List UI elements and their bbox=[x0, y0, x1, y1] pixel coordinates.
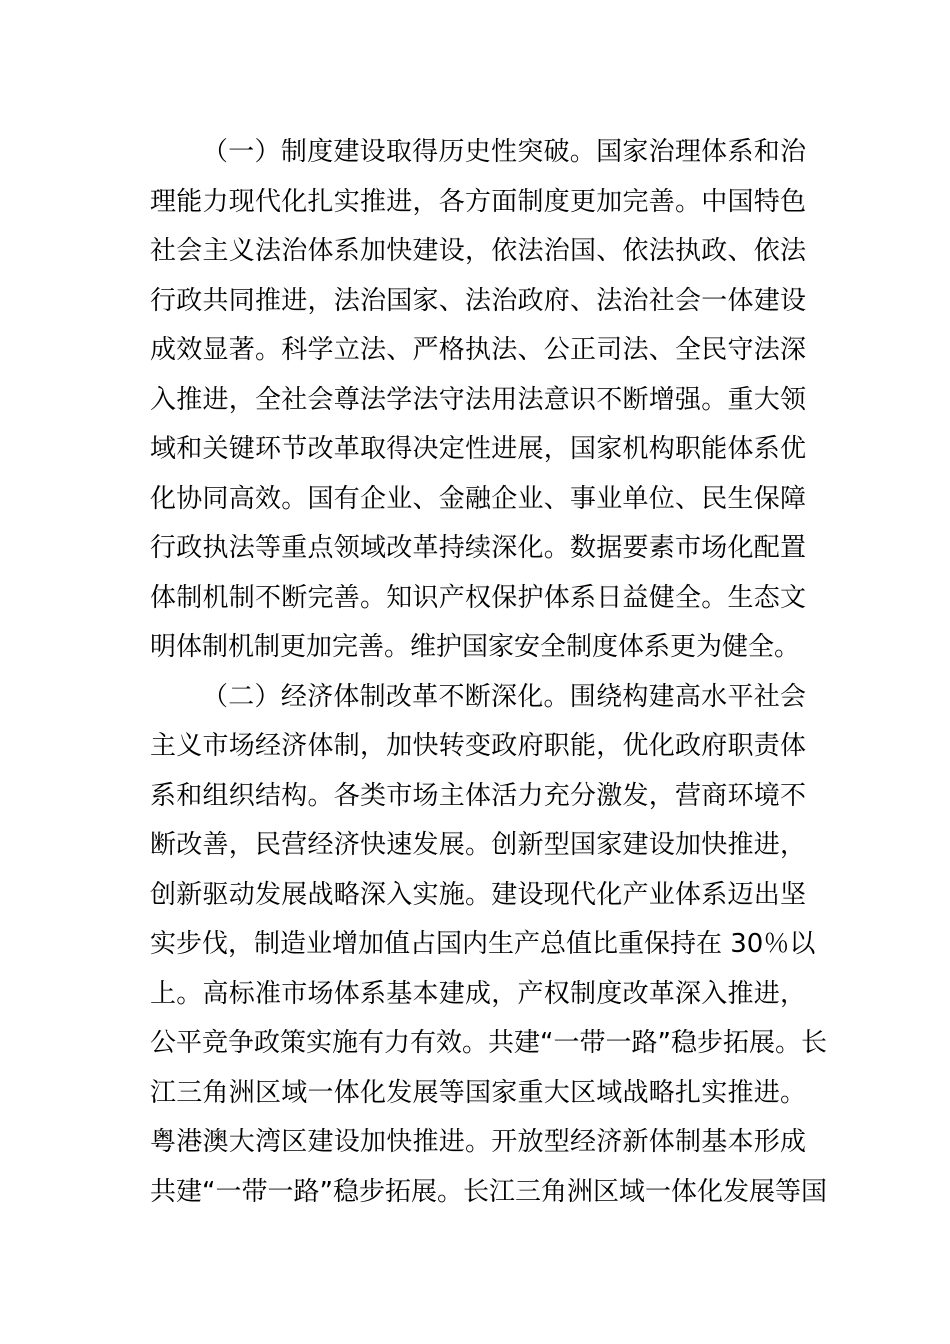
text-line: 成效显著。科学立法、严格执法、公正司法、全民守法深 bbox=[150, 335, 806, 365]
text-line: 主义市场经济体制，加快转变政府职能，优化政府职责体 bbox=[150, 731, 806, 761]
document-body bbox=[150, 128, 827, 1217]
text-line: 域和关键环节改革取得决定性进展，国家机构职能体系优 bbox=[150, 434, 806, 464]
text-line: 入推进，全社会尊法学法守法用法意识不断增强。重大领 bbox=[150, 384, 806, 415]
text-line: 行政执法等重点领域改革持续深化。数据要素市场化配置 bbox=[150, 533, 806, 563]
text-line: 体制机制不断完善。知识产权保护体系日益健全。生态文 bbox=[150, 582, 806, 613]
text-line: 系和组织结构。各类市场主体活力充分激发，营商环境不 bbox=[150, 780, 806, 811]
text-line: 明体制机制更加完善。维护国家安全制度体系更为健全。 bbox=[150, 632, 801, 662]
text-line: 断改善，民营经济快速发展。创新型国家建设加快推进， bbox=[150, 830, 806, 860]
paragraph-2 bbox=[150, 673, 827, 1218]
text-line: 理能力现代化扎实推进，各方面制度更加完善。中国特色 bbox=[150, 186, 806, 217]
text-line: 上。高标准市场体系基本建成，产权制度改革深入推进， bbox=[150, 978, 806, 1009]
text-line: （一）制度建设取得历史性突破。国家治理体系和治 bbox=[202, 137, 806, 167]
text-line: 实步伐，制造业增加值占国内生产总值比重保持在 30％以 bbox=[150, 929, 816, 959]
text-line: 公平竞争政策实施有力有效。共建“一带一路”稳步拓展。长 bbox=[150, 1028, 827, 1058]
text-line: 共建“一带一路”稳步拓展。长江三角洲区域一体化发展等国 bbox=[150, 1176, 827, 1207]
paragraph-1 bbox=[150, 128, 806, 673]
text-line: （二）经济体制改革不断深化。围绕构建高水平社会 bbox=[202, 681, 806, 712]
text-line: 行政共同推进，法治国家、法治政府、法治社会一体建设 bbox=[150, 285, 806, 316]
text-line: 化协同高效。国有企业、金融企业、事业单位、民生保障 bbox=[150, 483, 806, 514]
text-line: 粤港澳大湾区建设加快推进。开放型经济新体制基本形成 bbox=[150, 1127, 806, 1157]
text-line: 创新驱动发展战略深入实施。建设现代化产业体系迈出坚 bbox=[150, 879, 806, 910]
text-line: 社会主义法治体系加快建设，依法治国、依法执政、依法 bbox=[150, 236, 806, 266]
text-line: 江三角洲区域一体化发展等国家重大区域战略扎实推进。 bbox=[150, 1077, 806, 1108]
